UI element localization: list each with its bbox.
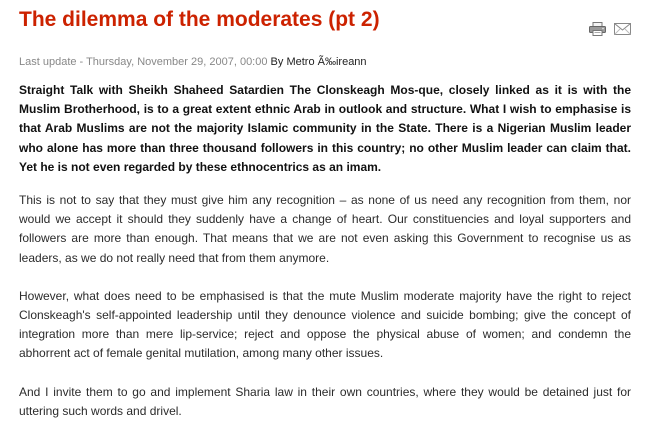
printer-icon[interactable]	[589, 22, 606, 36]
print-button[interactable]	[589, 22, 606, 36]
author-name: Metro Ã‰ireann	[286, 56, 367, 68]
lead-paragraph: Straight Talk with Sheikh Shaheed Satardien The Clonskeagh Mos-que, closely linked as it is with the Muslim Brotherhood, is to a great extent ethnic Arab in outlook and structure. What I wish to emphasise is that Arab Muslims are not the majority Islamic community in the State. There is a Nigerian Muslim leader who alone has more than three thousand followers in this country; no other Muslim leader can claim that. Yet he is not even regarded by these ethnocentrics as an imam.	[19, 83, 631, 174]
envelope-icon[interactable]	[614, 22, 631, 36]
article-meta	[19, 56, 367, 68]
paragraph-3: And I invite them to go and implement Sharia law in their own countries, where they would be detained just for uttering such words and drivel.	[19, 384, 631, 418]
article-title: The dilemma of the moderates (pt 2)	[19, 8, 380, 31]
email-button[interactable]	[614, 22, 631, 36]
byline-prefix: By	[270, 56, 284, 68]
last-update-text: Last update - Thursday, November 29, 2007, 00:00	[19, 56, 268, 68]
article-body	[19, 81, 631, 438]
article-header	[19, 0, 631, 46]
article	[19, 0, 631, 418]
paragraph-1: This is not to say that they must give him any recognition – as none of us need any recognition from them, nor would we accept it should they suddenly have a change of heart. Our constituencies and loyal supporters and followers are more than enough. That means that we are not even asking this Government to recognise us as leaders, as we do not really need that from them anymore.	[19, 193, 631, 265]
paragraph-2: However, what does need to be emphasised is that the mute Muslim moderate majority have the right to reject Clonskeagh's self-appointed leadership until they denounce violence and suicide bombing; give the concept of integration more than mere lip-service; reject and oppose the physical abuse of women; and condemn the abhorrent act of female genital mutilation, among many other issues.	[19, 288, 631, 361]
article-actions	[589, 22, 631, 36]
